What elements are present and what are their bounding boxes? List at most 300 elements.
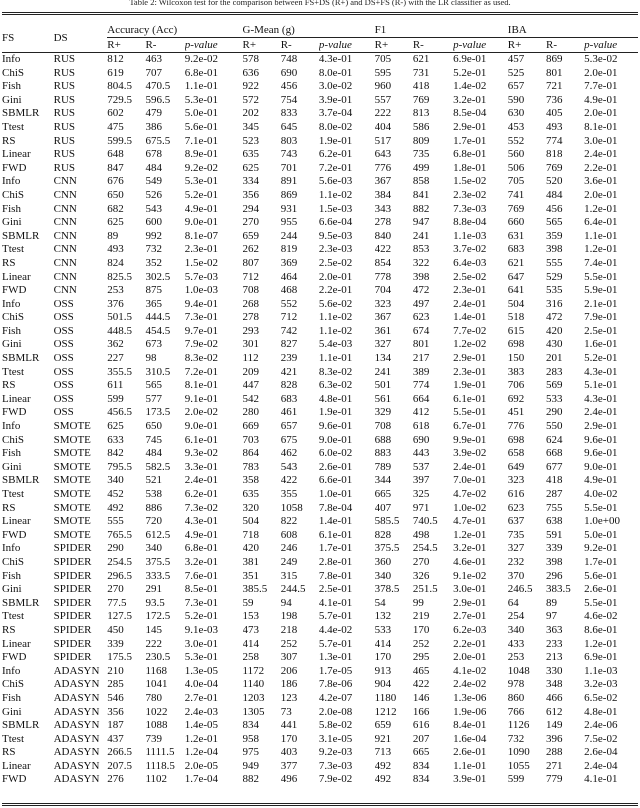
fs-cell: Ttest <box>2 120 24 133</box>
acc-r-plus: 296.5 <box>107 569 133 582</box>
acc-p-value: 1.2e-01 <box>184 732 218 745</box>
iba-r-minus: 612 <box>545 705 563 718</box>
table-caption: Table 2: Wilcoxon test for the comparison between FS+DS (R+) and DS+FS (R-) with the LR classifier as used. <box>129 0 511 7</box>
acc-r-minus: 375.5 <box>145 555 171 568</box>
acc-p-value: 5.6e-01 <box>184 120 218 133</box>
iba-r-minus: 316 <box>545 297 563 310</box>
top-rule-inner <box>2 14 638 15</box>
iba-r-plus: 457 <box>507 53 525 65</box>
f1-p-value: 1.2e-02 <box>453 338 487 351</box>
acc-r-plus: 456.5 <box>107 406 133 419</box>
ds-cell: CNN <box>53 188 77 201</box>
acc-r-minus: 549 <box>145 175 162 188</box>
f1-p-value: 2.4e-02 <box>453 678 487 691</box>
gmean-r-plus: 385.5 <box>242 583 268 596</box>
f1-r-minus: 621 <box>412 53 430 65</box>
gmean-p-value: 1.9e-01 <box>318 134 353 147</box>
iba-p-value: 7.7e-01 <box>584 80 618 93</box>
f1-r-plus: 585.5 <box>374 515 400 528</box>
gmean-r-minus: 456 <box>280 80 298 93</box>
table-row <box>2 53 638 67</box>
iba-r-plus: 637 <box>507 515 525 528</box>
gmean-r-minus: 377 <box>280 759 298 772</box>
acc-p-value: 2.4e-01 <box>184 474 218 487</box>
iba-p-value: 7.4e-01 <box>584 256 618 269</box>
acc-r-plus: 340 <box>107 474 124 487</box>
f1-r-minus: 389 <box>412 365 430 378</box>
table-row <box>2 773 638 787</box>
gmean-r-minus: 543 <box>280 460 298 473</box>
iba-p-value: 9.6e-01 <box>584 433 618 446</box>
ds-cell: CNN <box>53 229 77 242</box>
iba-p-value: 6.5e-02 <box>584 691 618 704</box>
acc-r-minus: 98 <box>145 352 157 365</box>
iba-r-minus: 677 <box>545 460 563 473</box>
f1-r-minus: 170 <box>412 623 430 636</box>
ds-cell: OSS <box>53 338 74 351</box>
f1-r-minus: 217 <box>412 352 430 365</box>
gmean-r-minus: 244 <box>280 229 298 242</box>
iba-r-plus: 766 <box>507 705 525 718</box>
gmean-r-plus: 882 <box>242 773 260 786</box>
f1-r-plus: 367 <box>374 175 392 188</box>
acc-r-minus: 673 <box>145 338 162 351</box>
table-row <box>2 760 638 774</box>
f1-p-value: 6.7e-01 <box>453 420 487 433</box>
iba-r-plus: 1055 <box>507 759 530 772</box>
gmean-p-value: 4.8e-01 <box>318 392 353 405</box>
gmean-p-value: 2.3e-03 <box>318 243 353 256</box>
gmean-r-minus: 931 <box>280 202 298 215</box>
table-row <box>2 271 638 285</box>
f1-p-value: 2.7e-01 <box>453 610 487 623</box>
f1-r-minus: 665 <box>412 746 430 759</box>
fs-cell: Ttest <box>2 732 24 745</box>
iba-p-value: 4.9e-01 <box>584 474 618 487</box>
table-row <box>2 665 638 679</box>
iba-r-minus: 290 <box>545 406 563 419</box>
acc-p-value: 7.3e-01 <box>184 311 218 324</box>
f1-r-plus: 134 <box>374 352 392 365</box>
acc-r-minus: 1118.5 <box>145 759 175 772</box>
f1-r-plus: 492 <box>374 773 392 786</box>
gmean-r-minus: 552 <box>280 297 298 310</box>
table-row <box>2 461 638 475</box>
fs-cell: Ttest <box>2 488 24 500</box>
acc-r-minus: 678 <box>145 148 162 161</box>
acc-r-minus: 582.5 <box>145 460 171 473</box>
iba-r-minus: 296 <box>545 569 563 582</box>
acc-r-minus: 173.5 <box>145 406 171 419</box>
acc-r-minus: 650 <box>145 420 162 433</box>
acc-p-value: 3.0e-01 <box>184 637 218 650</box>
acc-r-minus: 1022 <box>145 705 168 718</box>
gmean-r-minus: 743 <box>280 148 298 161</box>
table-row <box>2 189 638 203</box>
acc-p-value: 7.3e-02 <box>184 501 218 514</box>
acc-p-value: 9.2e-02 <box>184 161 218 174</box>
table-row <box>2 488 638 502</box>
p-value-header: p-value <box>184 39 218 51</box>
iba-p-value: 2.5e-01 <box>584 324 618 337</box>
ds-cell: SPIDER <box>53 610 92 623</box>
gmean-p-value: 7.8e-04 <box>318 501 353 514</box>
f1-r-plus: 375.5 <box>374 542 400 555</box>
group-header-iba: IBA <box>508 23 638 38</box>
f1-r-plus: 828 <box>374 528 392 541</box>
iba-p-value: 5.9e-01 <box>584 284 618 297</box>
acc-r-minus: 291 <box>145 583 162 596</box>
f1-r-minus: 740.5 <box>412 515 438 528</box>
table-row <box>2 148 638 162</box>
table-row <box>2 325 638 339</box>
gmean-r-minus: 645 <box>280 120 298 133</box>
table-row <box>2 474 638 488</box>
ds-cell: ADASYN <box>53 773 100 786</box>
gmean-p-value: 1.3e-01 <box>318 651 353 664</box>
f1-p-value: 1.1e-01 <box>453 759 487 772</box>
f1-r-plus: 789 <box>374 460 392 473</box>
f1-r-minus: 834 <box>412 759 430 772</box>
gmean-r-minus: 683 <box>280 392 298 405</box>
iba-r-plus: 630 <box>507 107 525 120</box>
table-row <box>2 284 638 298</box>
acc-r-minus: 302.5 <box>145 270 171 283</box>
iba-r-plus: 616 <box>507 488 525 500</box>
gmean-p-value: 9.5e-03 <box>318 229 353 242</box>
iba-r-plus: 660 <box>507 216 525 229</box>
iba-r-plus: 631 <box>507 229 525 242</box>
gmean-r-plus: 351 <box>242 569 260 582</box>
ds-cell: OSS <box>53 365 74 378</box>
gmean-r-minus: 206 <box>280 664 298 677</box>
table-row <box>2 638 638 652</box>
fs-cell: SBMLR <box>2 229 40 242</box>
acc-r-plus: 356 <box>107 705 124 718</box>
iba-r-plus: 1126 <box>507 719 530 732</box>
gmean-r-minus: 239 <box>280 352 298 365</box>
table-row <box>2 230 638 244</box>
iba-r-plus: 692 <box>507 392 525 405</box>
acc-r-plus: 254.5 <box>107 555 133 568</box>
table-row <box>2 719 638 733</box>
table-row <box>2 393 638 407</box>
iba-r-plus: 506 <box>507 161 525 174</box>
iba-r-minus: 348 <box>545 678 563 691</box>
gmean-r-minus: 186 <box>280 678 298 691</box>
gmean-p-value: 7.8e-01 <box>318 569 353 582</box>
acc-r-minus: 172.5 <box>145 610 171 623</box>
acc-r-plus: 77.5 <box>107 596 127 609</box>
acc-r-minus: 675.5 <box>145 134 171 147</box>
f1-r-minus: 801 <box>412 338 430 351</box>
gmean-r-minus: 819 <box>280 243 298 256</box>
f1-p-value: 2.3e-01 <box>453 284 487 297</box>
r-plus-header: R+ <box>507 39 522 51</box>
gmean-r-minus: 468 <box>280 284 298 297</box>
ds-cell: SPIDER <box>53 542 92 555</box>
iba-r-plus: 254 <box>507 610 525 623</box>
acc-r-plus: 599.5 <box>107 134 133 147</box>
acc-r-minus: 521 <box>145 474 162 487</box>
gmean-p-value: 3.1e-05 <box>318 732 353 745</box>
f1-r-minus: 270 <box>412 555 430 568</box>
acc-r-plus: 682 <box>107 202 124 215</box>
gmean-r-minus: 403 <box>280 746 298 759</box>
f1-r-minus: 537 <box>412 460 430 473</box>
gmean-p-value: 1.1e-02 <box>318 311 353 324</box>
ds-cell: RUS <box>53 93 76 106</box>
f1-r-plus: 665 <box>374 488 392 500</box>
iba-r-plus: 370 <box>507 569 525 582</box>
f1-r-minus: 882 <box>412 202 430 215</box>
gmean-r-plus: 294 <box>242 202 260 215</box>
f1-p-value: 4.7e-01 <box>453 515 487 528</box>
f1-r-minus: 251.5 <box>412 583 438 596</box>
table-row <box>2 542 638 556</box>
table-row <box>2 447 638 461</box>
f1-r-minus: 398 <box>412 270 430 283</box>
iba-r-minus: 363 <box>545 623 563 636</box>
gmean-p-value: 4.4e-02 <box>318 623 353 636</box>
iba-p-value: 4.8e-01 <box>584 705 618 718</box>
gmean-r-minus: 701 <box>280 161 298 174</box>
gmean-p-value: 5.8e-02 <box>318 719 353 732</box>
ds-cell: CNN <box>53 243 77 256</box>
acc-r-minus: 333.5 <box>145 569 171 582</box>
f1-r-minus: 241 <box>412 229 430 242</box>
gmean-r-minus: 252 <box>280 637 298 650</box>
iba-p-value: 5.6e-01 <box>584 569 618 582</box>
fs-cell: RS <box>2 134 16 147</box>
acc-p-value: 8.1e-01 <box>184 379 218 392</box>
p-value-header: p-value <box>453 39 487 51</box>
gmean-r-minus: 441 <box>280 719 298 732</box>
gmean-r-plus: 635 <box>242 148 260 161</box>
fs-cell: Gini <box>2 460 22 473</box>
gmean-r-plus: 669 <box>242 420 260 433</box>
ds-cell: SPIDER <box>53 569 92 582</box>
ds-cell: ADASYN <box>53 664 100 677</box>
iba-r-minus: 668 <box>545 447 563 460</box>
iba-p-value: 2.2e-01 <box>584 161 618 174</box>
acc-r-plus: 227 <box>107 352 124 365</box>
f1-p-value: 3.7e-02 <box>453 243 487 256</box>
iba-r-plus: 560 <box>507 148 525 161</box>
gmean-p-value: 5.6e-03 <box>318 175 353 188</box>
gmean-p-value: 1.1e-02 <box>318 188 353 201</box>
gmean-p-value: 3.0e-02 <box>318 80 353 93</box>
ds-cell: SMOTE <box>53 420 91 433</box>
acc-p-value: 9.0e-01 <box>184 216 218 229</box>
gmean-r-minus: 369 <box>280 256 298 269</box>
acc-r-plus: 266.5 <box>107 746 133 759</box>
gmean-r-plus: 112 <box>242 352 259 365</box>
gmean-r-minus: 1058 <box>280 501 303 514</box>
iba-p-value: 2.4e-01 <box>584 406 618 419</box>
f1-p-value: 2.9e-01 <box>453 596 487 609</box>
iba-r-minus: 466 <box>545 691 563 704</box>
iba-r-plus: 698 <box>507 338 525 351</box>
acc-p-value: 9.0e-01 <box>184 420 218 433</box>
acc-r-plus: 842 <box>107 447 124 460</box>
acc-p-value: 1.4e-05 <box>184 719 218 732</box>
gmean-p-value: 4.2e-07 <box>318 691 353 704</box>
fs-cell: Info <box>2 53 21 65</box>
acc-r-plus: 650 <box>107 188 124 201</box>
acc-r-plus: 270 <box>107 583 124 596</box>
ds-cell: SPIDER <box>53 596 92 609</box>
ds-cell: OSS <box>53 324 74 337</box>
f1-r-plus: 659 <box>374 719 392 732</box>
f1-r-plus: 54 <box>374 596 386 609</box>
fs-cell: Linear <box>2 148 31 161</box>
bottom-rule-inner <box>2 803 638 804</box>
iba-r-plus: 246.5 <box>507 583 533 596</box>
acc-r-plus: 492 <box>107 501 124 514</box>
acc-r-plus: 825.5 <box>107 270 133 283</box>
ds-cell: RUS <box>53 120 76 133</box>
iba-r-minus: 97 <box>545 610 557 623</box>
fs-cell: Linear <box>2 515 31 528</box>
gmean-p-value: 2.8e-01 <box>318 555 353 568</box>
f1-r-plus: 340 <box>374 569 392 582</box>
gmean-r-minus: 249 <box>280 555 298 568</box>
table-row <box>2 298 638 312</box>
f1-p-value: 1.6e-04 <box>453 732 487 745</box>
gmean-r-minus: 955 <box>280 216 298 229</box>
acc-r-plus: 625 <box>107 216 124 229</box>
fs-cell: Info <box>2 542 21 555</box>
gmean-r-plus: 718 <box>242 528 260 541</box>
iba-r-minus: 396 <box>545 732 563 745</box>
fs-cell: SBMLR <box>2 474 40 487</box>
table-row <box>2 203 638 217</box>
iba-p-value: 3.6e-01 <box>584 175 618 188</box>
iba-r-plus: 769 <box>507 202 525 215</box>
fs-cell: Ttest <box>2 365 24 378</box>
gmean-p-value: 3.9e-01 <box>318 93 353 106</box>
gmean-p-value: 8.3e-02 <box>318 365 353 378</box>
gmean-p-value: 6.6e-04 <box>318 216 353 229</box>
f1-r-plus: 361 <box>374 324 392 337</box>
ds-cell: SMOTE <box>53 433 91 446</box>
f1-r-plus: 170 <box>374 651 392 664</box>
f1-p-value: 6.2e-03 <box>453 623 487 636</box>
iba-r-minus: 520 <box>545 175 563 188</box>
f1-p-value: 1.5e-02 <box>453 175 487 188</box>
iba-r-plus: 649 <box>507 460 525 473</box>
iba-r-minus: 533 <box>545 392 563 405</box>
r-minus-header: R- <box>145 39 157 51</box>
iba-r-minus: 456 <box>545 202 563 215</box>
gmean-r-plus: 280 <box>242 406 260 419</box>
f1-p-value: 1.3e-06 <box>453 691 487 704</box>
fs-cell: Info <box>2 297 21 310</box>
iba-p-value: 9.6e-01 <box>584 447 618 460</box>
acc-r-plus: 501.5 <box>107 311 133 324</box>
iba-r-minus: 550 <box>545 420 563 433</box>
iba-r-plus: 383 <box>507 365 525 378</box>
acc-r-plus: 376 <box>107 297 124 310</box>
acc-p-value: 4.9e-01 <box>184 202 218 215</box>
f1-p-value: 2.3e-01 <box>453 365 487 378</box>
acc-r-plus: 493 <box>107 243 124 256</box>
acc-p-value: 2.4e-03 <box>184 705 218 718</box>
iba-r-minus: 818 <box>545 148 563 161</box>
iba-r-plus: 615 <box>507 324 525 337</box>
acc-r-minus: 484 <box>145 447 162 460</box>
acc-r-plus: 290 <box>107 542 124 555</box>
f1-r-minus: 325 <box>412 488 430 500</box>
gmean-r-plus: 473 <box>242 623 260 636</box>
f1-p-value: 6.9e-01 <box>453 53 487 65</box>
iba-r-minus: 721 <box>545 80 563 93</box>
table-row <box>2 515 638 529</box>
table-row <box>2 379 638 393</box>
ds-cell: OSS <box>53 311 74 324</box>
iba-r-plus: 340 <box>507 623 525 636</box>
acc-r-plus: 633 <box>107 433 124 446</box>
fs-cell: Ttest <box>2 610 24 623</box>
acc-r-minus: 145 <box>145 623 162 636</box>
acc-p-value: 9.7e-01 <box>184 324 218 337</box>
iba-p-value: 7.9e-01 <box>584 311 618 324</box>
iba-r-minus: 405 <box>545 107 563 120</box>
f1-r-minus: 813 <box>412 107 430 120</box>
f1-r-minus: 207 <box>412 732 430 745</box>
acc-p-value: 6.2e-01 <box>184 488 218 500</box>
gmean-p-value: 6.3e-02 <box>318 379 353 392</box>
acc-r-plus: 729.5 <box>107 93 133 106</box>
gmean-p-value: 5.4e-03 <box>318 338 353 351</box>
f1-r-minus: 774 <box>412 379 430 392</box>
iba-r-minus: 774 <box>545 134 563 147</box>
table-row <box>2 135 638 149</box>
iba-r-plus: 623 <box>507 501 525 514</box>
gmean-r-minus: 421 <box>280 365 298 378</box>
acc-p-value: 9.1e-01 <box>184 392 218 405</box>
fs-cell: FWD <box>2 406 27 419</box>
f1-r-minus: 497 <box>412 297 430 310</box>
table-row <box>2 746 638 760</box>
fs-cell: Gini <box>2 93 22 106</box>
ds-cell: SPIDER <box>53 637 92 650</box>
ds-cell: ADASYN <box>53 719 100 732</box>
iba-p-value: 4.0e-02 <box>584 488 618 500</box>
ds-cell: RUS <box>53 134 76 147</box>
table-row <box>2 352 638 366</box>
iba-r-minus: 233 <box>545 637 563 650</box>
gmean-p-value: 2.2e-01 <box>318 284 353 297</box>
f1-p-value: 6.8e-01 <box>453 148 487 161</box>
f1-p-value: 1.9e-01 <box>453 379 487 392</box>
acc-r-minus: 526 <box>145 188 162 201</box>
acc-r-plus: 339 <box>107 637 124 650</box>
acc-r-plus: 452 <box>107 488 124 500</box>
gmean-r-plus: 523 <box>242 134 260 147</box>
f1-r-minus: 499 <box>412 161 430 174</box>
gmean-p-value: 5.7e-01 <box>318 610 353 623</box>
acc-r-plus: 546 <box>107 691 124 704</box>
gmean-r-plus: 625 <box>242 161 260 174</box>
acc-p-value: 4.0e-04 <box>184 678 218 691</box>
acc-p-value: 7.2e-01 <box>184 365 218 378</box>
gmean-r-plus: 293 <box>242 324 260 337</box>
gmean-r-minus: 198 <box>280 610 298 623</box>
fs-cell: FWD <box>2 651 27 664</box>
acc-p-value: 1.0e-03 <box>184 284 218 297</box>
